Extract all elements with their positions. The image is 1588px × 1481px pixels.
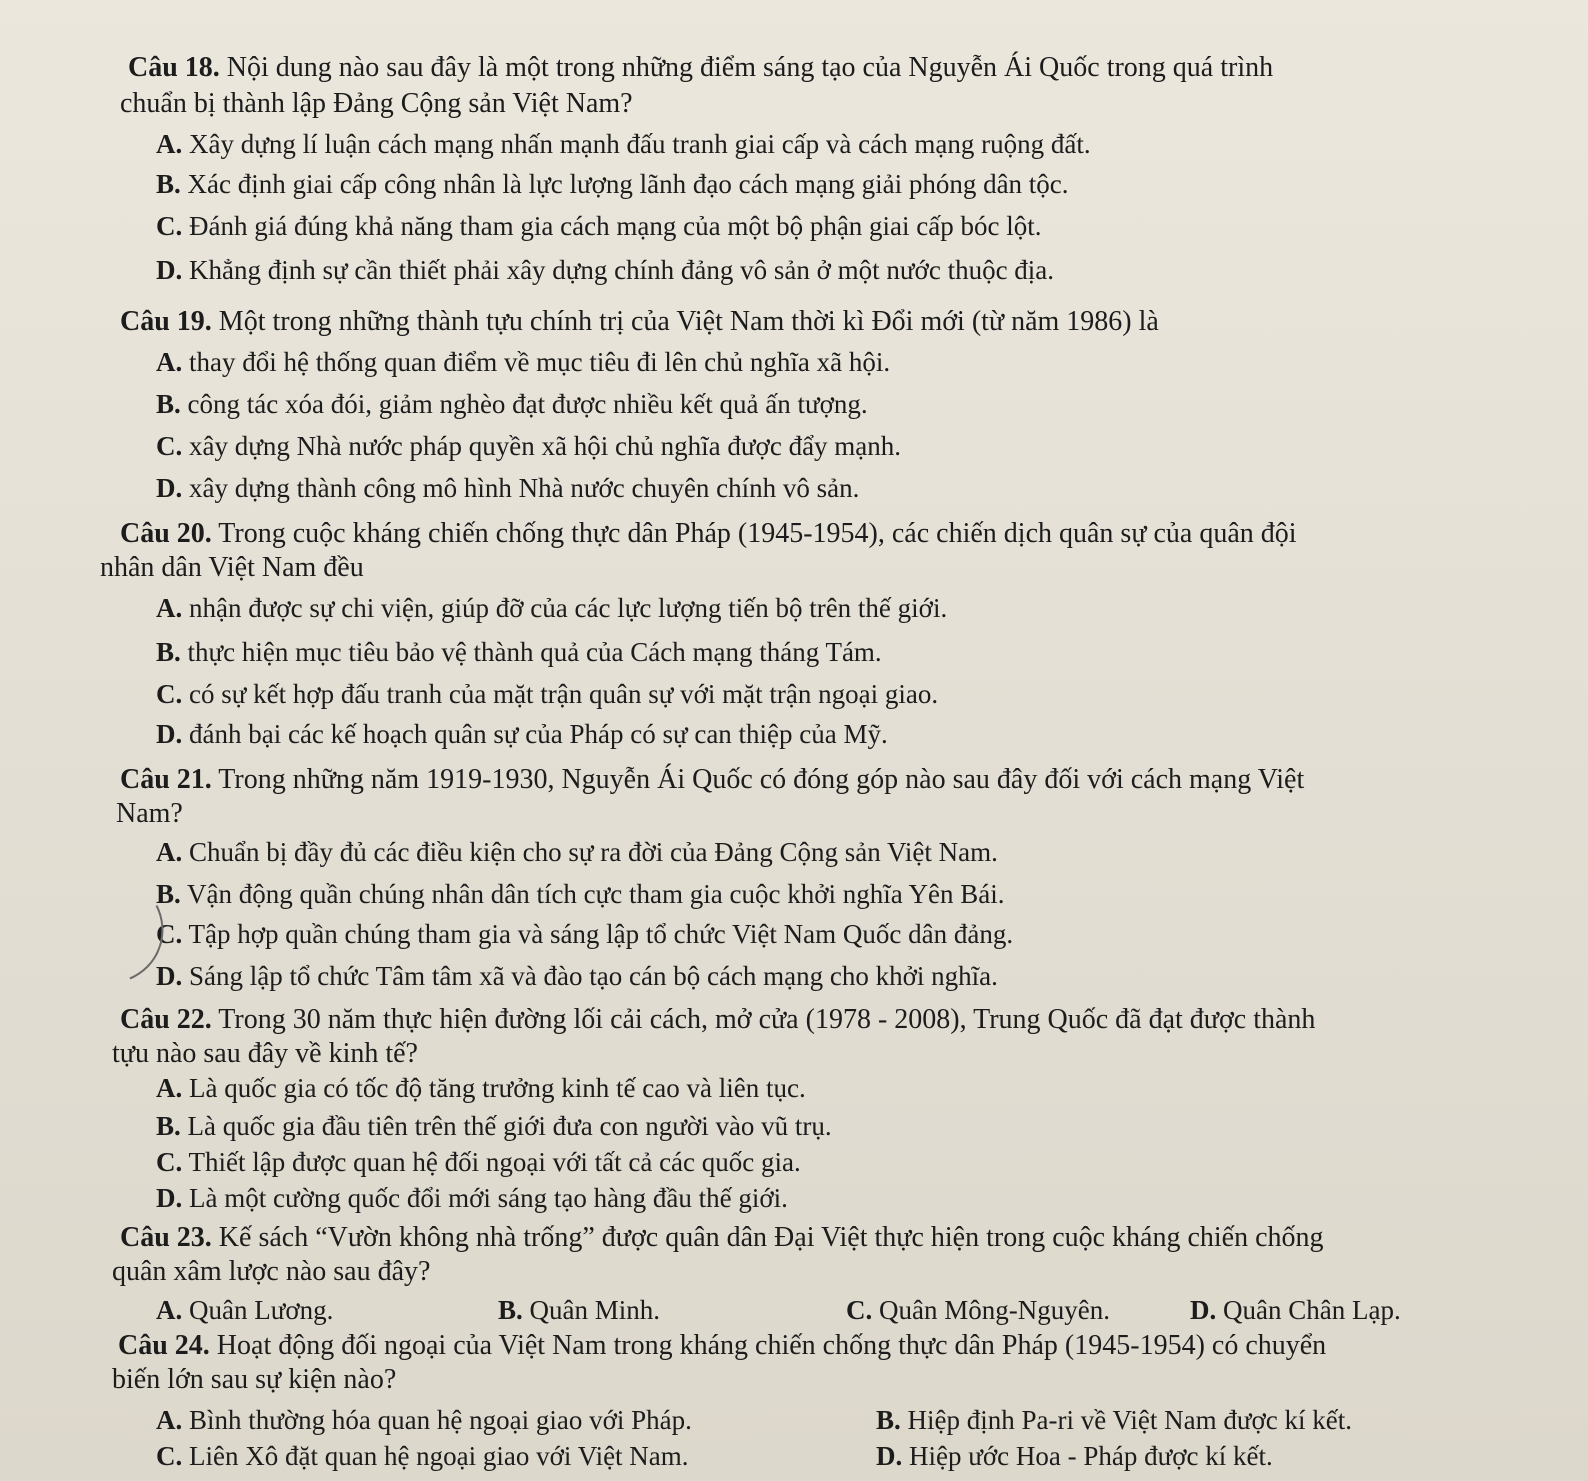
question-22-number: Câu 22.	[120, 1004, 212, 1035]
question-21-stem-2: Nam?	[116, 798, 183, 829]
question-20-stem-line-2	[100, 552, 364, 584]
question-24-stem-1: Hoạt động đối ngoại của Việt Nam trong kháng chiến chống thực dân Pháp (1945-1954) có chuyển	[216, 1330, 1327, 1361]
question-23-option-a[interactable]: A. Quân Lương.	[156, 1295, 334, 1325]
question-21-stem-line-2	[116, 798, 183, 830]
question-19-option-d[interactable]: D. xây dựng thành công mô hình Nhà nước chuyên chính vô sản.	[156, 473, 860, 503]
question-19-option-c[interactable]: C. xây dựng Nhà nước pháp quyền xã hội chủ nghĩa được đẩy mạnh.	[156, 431, 902, 461]
question-22-stem-line-1	[120, 1004, 1315, 1036]
question-24-number: Câu 24.	[118, 1330, 210, 1361]
question-18-option-d[interactable]: D. Khẳng định sự cần thiết phải xây dựng chính đảng vô sản ở một nước thuộc địa.	[156, 255, 1055, 285]
question-23-option-b[interactable]: B. Quân Minh.	[498, 1295, 661, 1325]
question-20-option-a[interactable]: A. nhận được sự chi viện, giúp đỡ của các lực lượng tiến bộ trên thế giới.	[156, 593, 948, 623]
question-20-stem-line-1	[120, 518, 1297, 550]
question-21-stem-1: Trong những năm 1919-1930, Nguyễn Ái Quốc có đóng góp nào sau đây đối với cách mạng Việt	[218, 764, 1305, 795]
question-18-number: Câu 18.	[128, 52, 220, 83]
question-18-option-a[interactable]: A. Xây dựng lí luận cách mạng nhấn mạnh đấu tranh giai cấp và cách mạng ruộng đất.	[156, 129, 1091, 159]
question-21-option-c[interactable]: C. Tập hợp quần chúng tham gia và sáng lập tổ chức Việt Nam Quốc dân đảng.	[156, 919, 1014, 949]
question-21-option-d[interactable]: D. Sáng lập tổ chức Tâm tâm xã và đào tạo cán bộ cách mạng cho khởi nghĩa.	[156, 961, 998, 991]
question-19-option-a[interactable]: A. thay đổi hệ thống quan điểm về mục tiêu đi lên chủ nghĩa xã hội.	[156, 347, 891, 377]
question-24-options-row-1	[0, 1404, 1588, 1436]
question-18-option-c[interactable]: C. Đánh giá đúng khả năng tham gia cách mạng của một bộ phận giai cấp bóc lột.	[156, 211, 1042, 241]
question-24-stem-line-2	[112, 1364, 396, 1396]
question-24-options-row-2	[0, 1440, 1588, 1472]
question-24-option-b[interactable]: B. Hiệp định Pa-ri về Việt Nam được kí kết.	[876, 1405, 1352, 1435]
question-18-stem-line-1	[128, 52, 1273, 84]
question-24-option-a[interactable]: A. Bình thường hóa quan hệ ngoại giao với Pháp.	[156, 1405, 692, 1435]
question-19-number: Câu 19.	[120, 306, 212, 337]
question-20-stem-1: Trong cuộc kháng chiến chống thực dân Pháp (1945-1954), các chiến dịch quân sự của quân đội	[218, 518, 1297, 549]
question-18-option-b[interactable]: B. Xác định giai cấp công nhân là lực lượng lãnh đạo cách mạng giải phóng dân tộc.	[156, 169, 1069, 199]
question-22-option-b[interactable]: B. Là quốc gia đầu tiên trên thế giới đưa con người vào vũ trụ.	[156, 1111, 832, 1141]
question-18-stem-2: chuẩn bị thành lập Đảng Cộng sản Việt Nam?	[120, 88, 633, 119]
question-23-option-d[interactable]: D. Quân Chân Lạp.	[1190, 1295, 1401, 1325]
question-23-number: Câu 23.	[120, 1222, 212, 1253]
question-22-stem-1: Trong 30 năm thực hiện đường lối cải cách, mở cửa (1978 - 2008), Trung Quốc đã đạt được thành	[218, 1004, 1316, 1035]
question-21-option-b[interactable]: B. Vận động quần chúng nhân dân tích cực tham gia cuộc khởi nghĩa Yên Bái.	[156, 879, 1005, 909]
question-23-stem-line-2	[112, 1256, 430, 1288]
question-23-stem-line-1	[120, 1222, 1324, 1254]
question-22-stem-2: tựu nào sau đây về kinh tế?	[112, 1038, 418, 1069]
question-24-stem-2: biến lớn sau sự kiện nào?	[112, 1364, 397, 1395]
question-22-stem-line-2	[112, 1038, 418, 1070]
question-19-stem-line-1	[120, 306, 1159, 338]
question-24-option-d[interactable]: D. Hiệp ước Hoa - Pháp được kí kết.	[876, 1441, 1273, 1471]
question-24-stem-line-1	[118, 1330, 1326, 1362]
question-18-stem-1: Nội dung nào sau đây là một trong những điểm sáng tạo của Nguyễn Ái Quốc trong quá trình	[226, 52, 1274, 83]
question-18-stem-line-2	[120, 88, 633, 120]
question-20-stem-2: nhân dân Việt Nam đều	[100, 552, 364, 583]
question-23-stem-2: quân xâm lược nào sau đây?	[112, 1256, 431, 1287]
question-21-stem-line-1	[120, 764, 1304, 796]
question-23-options-row	[0, 1294, 1588, 1326]
question-19-option-b[interactable]: B. công tác xóa đói, giảm nghèo đạt được nhiều kết quả ấn tượng.	[156, 389, 868, 419]
question-22-option-c[interactable]: C. Thiết lập được quan hệ đối ngoại với tất cả các quốc gia.	[156, 1147, 801, 1177]
question-21-number: Câu 21.	[120, 764, 212, 795]
question-23-stem-1: Kế sách “Vườn không nhà trống” được quân dân Đại Việt thực hiện trong cuộc kháng chiến chống	[218, 1222, 1324, 1253]
question-22-option-d[interactable]: D. Là một cường quốc đổi mới sáng tạo hàng đầu thế giới.	[156, 1183, 788, 1213]
question-19-stem-1: Một trong những thành tựu chính trị của Việt Nam thời kì Đổi mới (từ năm 1986) là	[218, 306, 1159, 337]
question-23-option-c[interactable]: C. Quân Mông-Nguyên.	[846, 1295, 1110, 1325]
question-21-option-a[interactable]: A. Chuẩn bị đầy đủ các điều kiện cho sự ra đời của Đảng Cộng sản Việt Nam.	[156, 837, 998, 867]
question-24-option-c[interactable]: C. Liên Xô đặt quan hệ ngoại giao với Việt Nam.	[156, 1441, 689, 1471]
question-22-option-a[interactable]: A. Là quốc gia có tốc độ tăng trưởng kinh tế cao và liên tục.	[156, 1073, 806, 1103]
question-20-number: Câu 20.	[120, 518, 212, 549]
question-20-option-d[interactable]: D. đánh bại các kế hoạch quân sự của Pháp có sự can thiệp của Mỹ.	[156, 719, 888, 749]
question-20-option-c[interactable]: C. có sự kết hợp đấu tranh của mặt trận quân sự với mặt trận ngoại giao.	[156, 679, 939, 709]
question-20-option-b[interactable]: B. thực hiện mục tiêu bảo vệ thành quả của Cách mạng tháng Tám.	[156, 637, 882, 667]
